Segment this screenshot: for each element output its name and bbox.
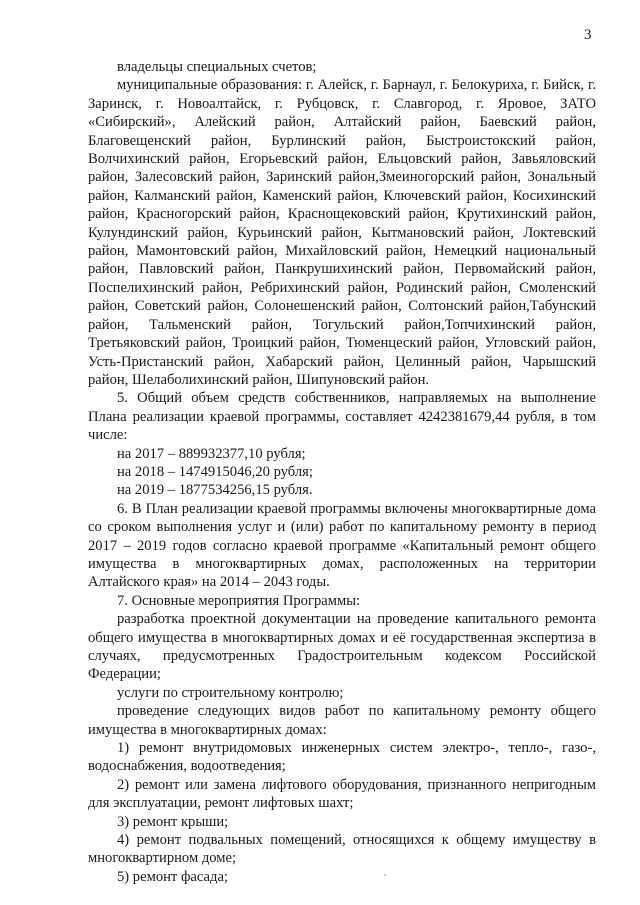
list-item-roof: 3) ремонт крыши; [117, 813, 229, 830]
document-body [88, 58, 596, 886]
list-item-engineering-systems: 1) ремонт внутридомовых инженерных систем электро-, тепло-, газо-, водоснабжения, водоотведения; [88, 740, 596, 775]
paragraph-total-funds: 5. Общий объем средств собственников, направляемых на выполнение Плана реализации краевой программы, составляет 4242381679,44 рубля, в том числе: [88, 390, 596, 444]
paragraph-main-activities-heading: 7. Основные мероприятия Программы: [117, 592, 361, 609]
paragraph-design-documentation: разработка проектной документации на проведение капитального ремонта общего имущества в многоквартирных домах и её государственная экспертиза в случаях, предусмотренных Градостроительным кодексом Российской Федерации; [88, 611, 596, 683]
paragraph-funds-2017: на 2017 – 889932377,10 рубля; [117, 445, 306, 462]
scan-speck [384, 874, 386, 876]
paragraph-works-intro: проведение следующих видов работ по капитальному ремонту общего имущества в многоквартирных домах: [88, 703, 596, 738]
paragraph-construction-control: услуги по строительному контролю; [117, 684, 344, 701]
list-item-elevators: 2) ремонт или замена лифтового оборудования, признанного непригодным для эксплуатации, ремонт лифтовых шахт; [88, 776, 596, 812]
paragraph-special-accounts: владельцы специальных счетов; [117, 59, 317, 75]
page-number: 3 [584, 27, 592, 43]
paragraph-municipalities: муниципальные образования: г. Алейск, г. Барнаул, г. Белокуриха, г. Бийск, г. Заринск, г. Новоалтайск, г. Рубцовск, г. Славгород, г. Яровое, ЗАТО «Сибирский», Алейский район, Алтайский район, Баевский район, Благовещенский район, Бурлинский район, Быстроистокский район, Волчихинский район, Егорьевский район, Ельцовский район, Завьяловский район, Залесовский район, Заринский район,Змеиногорский район, Зональный район, Калманский район, Каменский район, Ключевский район, Косихинский район, Красногорский район, Краснощековский район, Крутихинский район, Кулундинский район, Курьинский район, Кытмановский район, Локтевский район, Мамонтовский район, Михайловский район, Немецкий национальный район, Павловский район, Панкрушихинский район, Первомайский район, Поспелихинский район, Ребрихинский район, Родинский район, Смоленский район, Советский район, Солонешенский район, Солтонский район,Табунский район, Тальменский район, Тогульский район,Топчихинский район, Третьяковский район, Троицкий район, Тюменцеский район, Угловский район, Усть-Пристанский район, Хабарский район, Целинный район, Чарышский район, Шелаболихинский район, Шипуновский район. [88, 77, 596, 388]
paragraph-funds-2019: на 2019 – 1877534256,15 рубля. [117, 482, 313, 499]
list-item-facade: 5) ремонт фасада; [117, 868, 228, 885]
paragraph-included-houses: 6. В План реализации краевой программы включены многоквартирные дома со сроком выполнения услуг и (или) работ по капитальному ремонту в период 2017 – 2019 годов согласно краевой программе «Капитальный ремонт общего имущества в многоквартирных домах, расположенных на территории Алтайского края» на 2014 – 2043 годы. [88, 500, 596, 591]
list-item-basements: 4) ремонт подвальных помещений, относящихся к общему имуществу в многоквартирном доме; [88, 832, 596, 867]
paragraph-funds-2018: на 2018 – 1474915046,20 рубля; [117, 463, 313, 480]
